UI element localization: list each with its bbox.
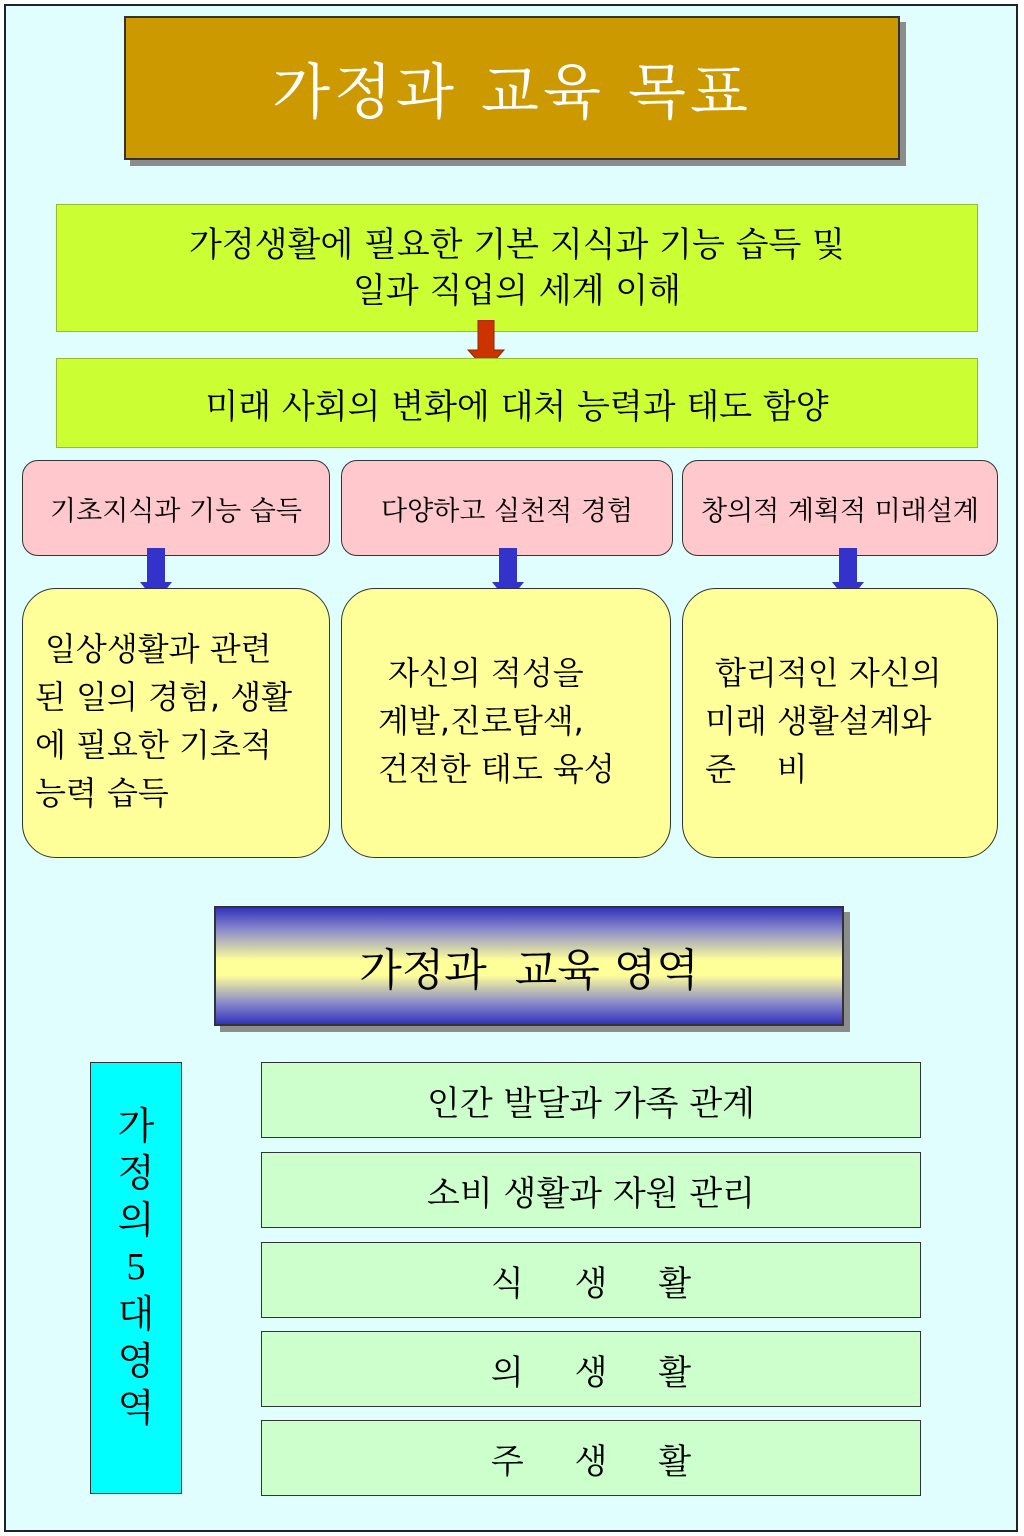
label-char: 의 [117,1198,155,1242]
label-char: 5 [126,1246,146,1288]
category-future-design: 창의적 계획적 미래설계 [682,460,998,556]
goal-attitude-box: 미래 사회의 변화에 대처 능력과 태도 함양 [56,358,978,448]
detail-line: 일상생활과 관련 [45,630,272,668]
detail-line: 합리적인 자신의 [715,654,942,692]
five-areas-label [90,1062,182,1494]
detail-basic-skills [22,588,330,858]
label-char: 영 [117,1339,155,1383]
area-human-development: 인간 발달과 가족 관계 [261,1062,921,1138]
detail-line: 능력 습득 [35,774,169,812]
detail-line: 건전한 태도 육성 [378,750,615,788]
detail-practical-experience [341,588,671,858]
goal-knowledge-box [56,204,978,332]
detail-line: 된 일의 경험, 생활 [35,678,293,716]
label-char: 정 [117,1151,155,1195]
detail-line: 계발,진로탐색, [378,702,584,740]
goal-line-2: 일과 직업의 세계 이해 [352,271,681,311]
label-char: 가 [117,1104,155,1148]
area-housing-life: 주 생 활 [261,1420,921,1496]
area-title: 가정과 교육 영역 [214,906,844,1026]
detail-line: 자신의 적성을 [388,654,584,692]
goal-line-1: 가정생활에 필요한 기본 지식과 기능 습득 및 [188,225,846,265]
area-consumer-life: 소비 생활과 자원 관리 [261,1152,921,1228]
area-food-life: 식 생 활 [261,1242,921,1318]
detail-future-design [682,588,998,858]
label-char: 역 [117,1386,155,1430]
detail-line: 에 필요한 기초적 [35,726,272,764]
area-clothing-life: 의 생 활 [261,1331,921,1407]
detail-line: 미래 생활설계와 [705,702,932,740]
detail-line: 준 비 [705,750,808,788]
category-basic-skills: 기초지식과 기능 습득 [22,460,330,556]
label-char: 대 [117,1292,155,1336]
category-practical-experience: 다양하고 실천적 경험 [341,460,673,556]
page-title: 가정과 교육 목표 [124,16,900,160]
